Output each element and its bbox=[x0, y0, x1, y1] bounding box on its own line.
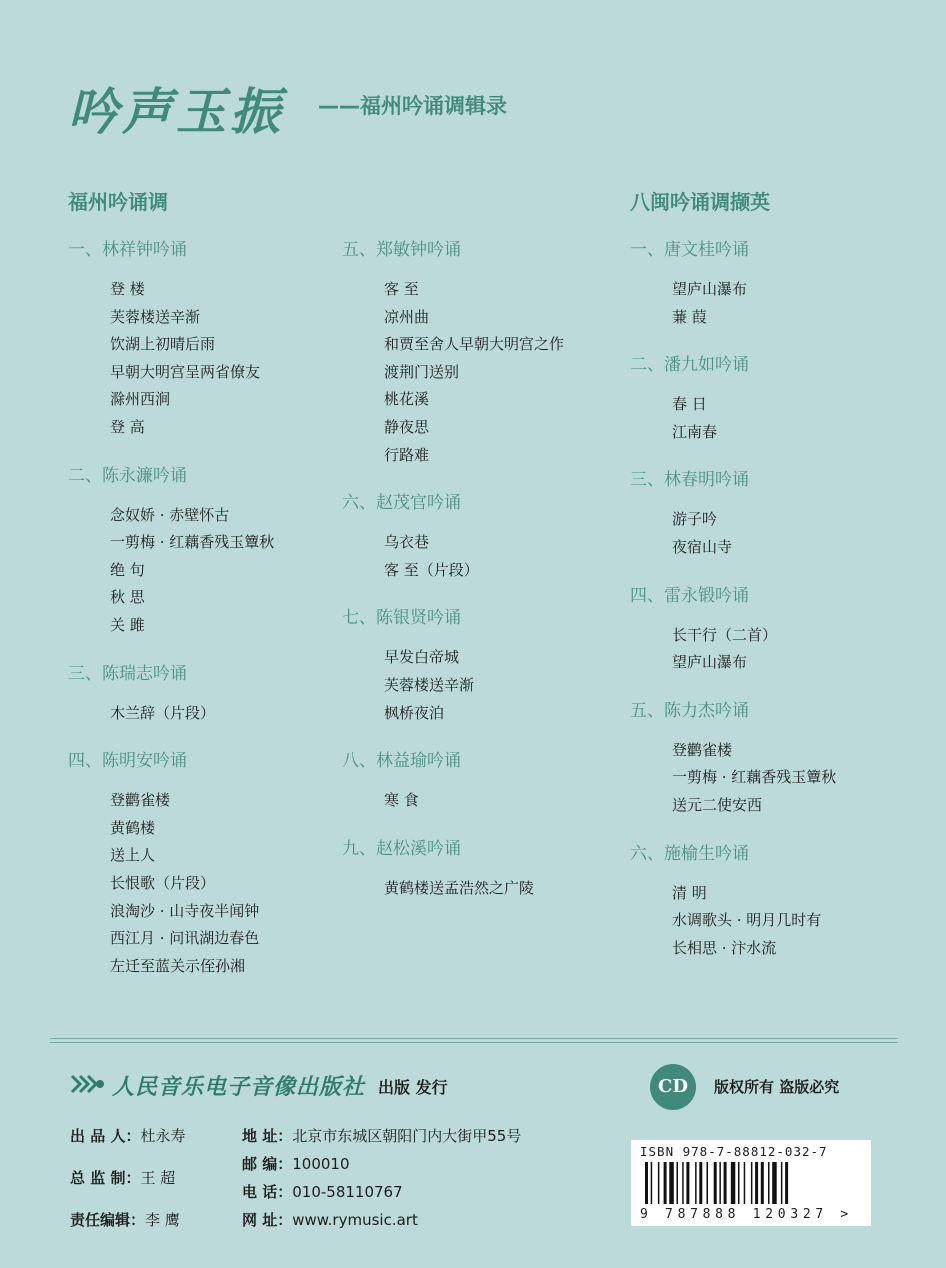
track-item: 送上人 bbox=[110, 846, 156, 865]
track-item: 早朝大明宫呈两省僚友 bbox=[110, 362, 261, 381]
performer-group bbox=[342, 604, 564, 727]
performer-group bbox=[342, 835, 564, 903]
contact-value: 100010 bbox=[292, 1155, 350, 1173]
track-item: 念奴娇 · 赤壁怀古 bbox=[110, 505, 230, 524]
performer-title: 一、唐文桂吟诵 bbox=[630, 240, 749, 260]
contact-label: 邮 编： bbox=[242, 1155, 293, 1173]
track-item: 黄鹤楼送孟浩然之广陵 bbox=[384, 878, 535, 897]
contact-label: 电 话： bbox=[242, 1183, 293, 1201]
performer-group bbox=[630, 697, 836, 820]
track-item: 滁州西涧 bbox=[110, 390, 171, 409]
divider-line bbox=[50, 1038, 898, 1039]
performer-group bbox=[342, 747, 564, 815]
performer-group bbox=[630, 582, 836, 677]
performer-title: 六、施榆生吟诵 bbox=[630, 843, 749, 864]
performer-title: 一、林祥钟吟诵 bbox=[68, 240, 187, 260]
track-column-2 bbox=[342, 236, 564, 922]
track-item: 渡荆门送别 bbox=[384, 362, 460, 381]
performer-group bbox=[68, 236, 274, 442]
album-subtitle: ——福州吟诵调辑录 bbox=[318, 94, 507, 118]
performer-title: 五、郑敏钟吟诵 bbox=[342, 240, 461, 260]
track-item: 清 明 bbox=[672, 883, 707, 902]
cd-badge: CD bbox=[650, 1064, 696, 1110]
track-item: 长恨歌（片段） bbox=[110, 873, 216, 892]
performer-group bbox=[630, 236, 836, 331]
track-item: 长干行（二首） bbox=[672, 625, 778, 644]
publisher-name: 人民音乐电子音像出版社 bbox=[112, 1074, 366, 1100]
track-item: 芙蓉楼送辛渐 bbox=[110, 307, 201, 326]
isbn-number: ISBN 978-7-88812-032-7 bbox=[640, 1144, 828, 1159]
barcode-digits: 9 787888 120327 > bbox=[640, 1207, 853, 1222]
publisher-role: 出版 发行 bbox=[378, 1078, 448, 1097]
credit-value: 王 超 bbox=[140, 1169, 176, 1187]
track-item: 秋 思 bbox=[110, 588, 145, 607]
track-item: 望庐山瀑布 bbox=[672, 653, 748, 672]
credit-value: 李 鹰 bbox=[145, 1211, 180, 1229]
track-item: 一剪梅 · 红藕香残玉簟秋 bbox=[672, 768, 837, 787]
track-item: 客 至 bbox=[384, 280, 419, 298]
track-item: 客 至（片段） bbox=[384, 560, 479, 579]
credit-label: 出 品 人： bbox=[70, 1127, 141, 1145]
track-item: 送元二使安西 bbox=[672, 795, 763, 814]
contact-value[interactable]: www.rymusic.art bbox=[292, 1211, 418, 1229]
performer-title: 四、雷永锻吟诵 bbox=[630, 585, 749, 606]
album-title: 吟声玉振 bbox=[68, 82, 284, 141]
performer-title: 二、潘九如吟诵 bbox=[630, 355, 749, 376]
track-item: 行路难 bbox=[384, 445, 430, 464]
barcode-icon bbox=[643, 1162, 853, 1204]
track-item: 一剪梅 · 红藕香残玉簟秋 bbox=[110, 533, 275, 552]
performer-title: 二、陈永濂吟诵 bbox=[68, 465, 187, 486]
contact-website[interactable] bbox=[242, 1209, 418, 1230]
track-item: 春 日 bbox=[672, 395, 707, 414]
track-item: 长相思 · 汴水流 bbox=[672, 938, 777, 957]
performer-group bbox=[68, 747, 274, 980]
credit-label: 责任编辑： bbox=[70, 1211, 146, 1229]
performer-group bbox=[342, 236, 564, 469]
track-item: 木兰辞（片段） bbox=[110, 703, 216, 722]
track-item: 芙蓉楼送辛渐 bbox=[384, 675, 475, 694]
publisher-logo-icon bbox=[70, 1072, 106, 1098]
track-item: 静夜思 bbox=[384, 417, 430, 436]
performer-group bbox=[68, 462, 274, 640]
contact-phone bbox=[242, 1181, 403, 1202]
contact-postcode bbox=[242, 1153, 350, 1174]
track-item: 望庐山瀑布 bbox=[672, 280, 748, 298]
track-item: 西江月 · 问讯湖边春色 bbox=[110, 929, 260, 948]
track-item: 寒 食 bbox=[384, 791, 419, 810]
credit-supervisor bbox=[70, 1167, 175, 1188]
performer-title: 六、赵茂官吟诵 bbox=[342, 493, 461, 514]
performer-group bbox=[68, 660, 274, 728]
track-item: 登 高 bbox=[110, 417, 145, 436]
contact-address bbox=[242, 1125, 521, 1146]
copyright-notice: 版权所有 盗版必究 bbox=[714, 1078, 840, 1096]
track-item: 桃花溪 bbox=[384, 390, 430, 409]
track-item: 关 雎 bbox=[110, 615, 145, 634]
contact-label: 地 址： bbox=[242, 1127, 293, 1145]
track-item: 乌衣巷 bbox=[384, 533, 430, 552]
track-item: 枫桥夜泊 bbox=[384, 703, 445, 722]
contact-label: 网 址： bbox=[242, 1211, 293, 1229]
performer-group bbox=[630, 466, 836, 561]
track-item: 江南春 bbox=[672, 422, 718, 441]
track-item: 登鹳雀楼 bbox=[672, 740, 733, 759]
credit-producer bbox=[70, 1125, 185, 1146]
contact-value: 010-58110767 bbox=[292, 1183, 403, 1201]
credit-label: 总 监 制： bbox=[70, 1169, 141, 1187]
performer-group bbox=[630, 840, 836, 963]
credit-value: 杜永寿 bbox=[140, 1127, 186, 1145]
performer-title: 五、陈力杰吟诵 bbox=[630, 700, 749, 721]
track-column-1 bbox=[68, 236, 274, 1000]
track-item: 绝 句 bbox=[110, 560, 145, 579]
track-item: 和贾至舍人早朝大明宫之作 bbox=[384, 335, 565, 354]
track-column-3 bbox=[630, 236, 836, 982]
track-item: 饮湖上初晴后雨 bbox=[110, 335, 216, 354]
section-title-fuzhou: 福州吟诵调 bbox=[68, 190, 168, 214]
performer-title: 九、赵松溪吟诵 bbox=[342, 838, 461, 859]
performer-group bbox=[342, 489, 564, 584]
track-item: 凉州曲 bbox=[384, 307, 430, 326]
performer-title: 七、陈银贤吟诵 bbox=[342, 608, 461, 629]
performer-group bbox=[630, 351, 836, 446]
section-title-bamin: 八闽吟诵调撷英 bbox=[630, 190, 770, 214]
track-item: 左迁至蓝关示侄孙湘 bbox=[110, 956, 246, 975]
contact-value: 北京市东城区朝阳门内大街甲55号 bbox=[292, 1127, 522, 1145]
track-item: 夜宿山寺 bbox=[672, 537, 733, 556]
divider-line bbox=[50, 1042, 898, 1043]
track-item: 游子吟 bbox=[672, 510, 718, 529]
track-item: 早发白帝城 bbox=[384, 648, 460, 667]
track-item: 登鹳雀楼 bbox=[110, 791, 171, 810]
performer-title: 三、陈瑞志吟诵 bbox=[68, 663, 187, 684]
performer-title: 四、陈明安吟诵 bbox=[68, 751, 187, 772]
performer-title: 三、林春明吟诵 bbox=[630, 470, 749, 491]
credit-editor bbox=[70, 1209, 180, 1230]
track-item: 浪淘沙 · 山寺夜半闻钟 bbox=[110, 901, 260, 920]
track-item: 黄鹤楼 bbox=[110, 818, 156, 837]
performer-title: 八、林益瑜吟诵 bbox=[342, 751, 461, 772]
track-item: 蒹 葭 bbox=[672, 307, 707, 326]
track-item: 水调歌头 · 明月几时有 bbox=[672, 911, 822, 930]
track-item: 登 楼 bbox=[110, 280, 145, 298]
